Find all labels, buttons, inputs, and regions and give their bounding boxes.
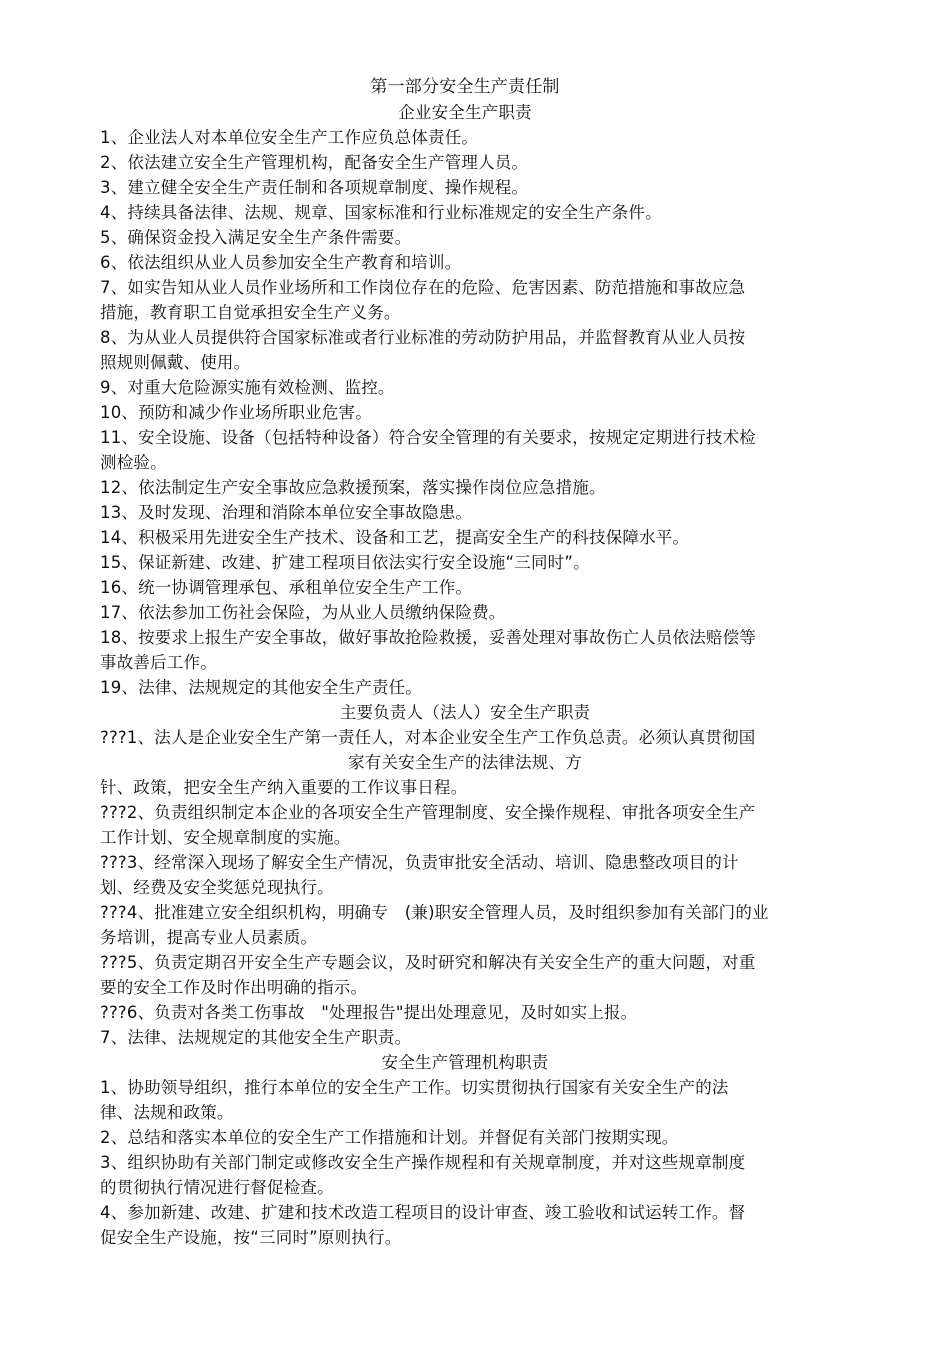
text-line: 17、依法参加工伤社会保险，为从业人员缴纳保险费。 <box>100 603 506 622</box>
text-line: 8、为从业人员提供符合国家标准或者行业标准的劳动防护用品，并监督教育从业人员按 <box>100 328 746 347</box>
text-line: 19、法律、法规规定的其他安全生产责任。 <box>100 678 422 697</box>
text-line: 3、组织协助有关部门制定或修改安全生产操作规程和有关规章制度，并对这些规章制度 <box>100 1153 746 1172</box>
text-line: 11、安全设施、设备（包括特种设备）符合安全管理的有关要求，按规定定期进行技术检 <box>100 428 756 447</box>
text-line: ???5、负责定期召开安全生产专题会议，及时研究和解决有关安全生产的重大问题，对重 <box>100 953 756 972</box>
text-line: 2、总结和落实本单位的安全生产工作措施和计划。并督促有关部门按期实现。 <box>100 1128 679 1147</box>
text-line: 律、法规和政策。 <box>100 1103 234 1122</box>
text-line: 6、依法组织从业人员参加安全生产教育和培训。 <box>100 253 462 272</box>
text-line: 划、经费及安全奖惩兑现执行。 <box>100 878 334 897</box>
text-line: 措施，教育职工自觉承担安全生产义务。 <box>100 303 401 322</box>
text-line: 2、依法建立安全生产管理机构，配备安全生产管理人员。 <box>100 153 529 172</box>
text-line: 事故善后工作。 <box>100 653 217 672</box>
text-line: 工作计划、安全规章制度的实施。 <box>100 828 351 847</box>
section-heading: 安全生产管理机构职责 <box>381 1053 549 1072</box>
text-line: 测检验。 <box>100 453 167 472</box>
text-line: 7、如实告知从业人员作业场所和工作岗位存在的危险、危害因素、防范措施和事故应急 <box>100 278 746 297</box>
text-line: 1、企业法人对本单位安全生产工作应负总体责任。 <box>100 128 479 147</box>
text-line: 14、积极采用先进安全生产技术、设备和工艺，提高安全生产的科技保障水平。 <box>100 528 690 547</box>
text-line: 4、持续具备法律、法规、规章、国家标准和行业标准规定的安全生产条件。 <box>100 203 662 222</box>
text-line: 7、法律、法规规定的其他安全生产职责。 <box>100 1028 412 1047</box>
text-line: 家有关安全生产的法律法规、方 <box>348 753 582 772</box>
text-line: 12、依法制定生产安全事故应急救援预案，落实操作岗位应急措施。 <box>100 478 606 497</box>
text-line: 要的安全工作及时作出明确的指示。 <box>100 978 368 997</box>
text-line: 5、确保资金投入满足安全生产条件需要。 <box>100 228 412 247</box>
text-line: 10、预防和减少作业场所职业危害。 <box>100 403 372 422</box>
text-line: ???1、法人是企业安全生产第一责任人，对本企业安全生产工作负总责。必须认真贯彻国 <box>100 728 756 747</box>
text-line: 照规则佩戴、使用。 <box>100 353 251 372</box>
text-line: ???6、负责对各类工伤事故 "处理报告"提出处理意见，及时如实上报。 <box>100 1003 638 1022</box>
text-line: 13、及时发现、治理和消除本单位安全事故隐患。 <box>100 503 473 522</box>
section-heading: 主要负责人（法人）安全生产职责 <box>339 703 591 722</box>
text-line: 16、统一协调管理承包、承租单位安全生产工作。 <box>100 578 473 597</box>
text-line: 促安全生产设施，按“三同时”原则执行。 <box>100 1228 402 1247</box>
text-line: 3、建立健全安全生产责任制和各项规章制度、操作规程。 <box>100 178 529 197</box>
text-line: ???4、批准建立安全组织机构，明确专 (兼)职安全管理人员，及时组织参加有关部门的业 <box>100 903 769 922</box>
text-line: 务培训，提高专业人员素质。 <box>100 928 318 947</box>
text-line: 18、按要求上报生产安全事故，做好事故抢险救援，妥善处理对事故伤亡人员依法赔偿等 <box>100 628 756 647</box>
text-line: 9、对重大危险源实施有效检测、监控。 <box>100 378 395 397</box>
section-heading: 企业安全生产职责 <box>398 103 532 122</box>
document-title: 第一部分安全生产责任制 <box>370 77 560 97</box>
text-line: 针、政策，把安全生产纳入重要的工作议事日程。 <box>100 778 468 797</box>
text-line: 的贯彻执行情况进行督促检查。 <box>100 1178 334 1197</box>
text-line: 4、参加新建、改建、扩建和技术改造工程项目的设计审查、竣工验收和试运转工作。督 <box>100 1203 746 1222</box>
text-line: ???2、负责组织制定本企业的各项安全生产管理制度、安全操作规程、审批各项安全生产 <box>100 803 756 822</box>
document-body <box>100 75 830 1250</box>
text-line: ???3、经常深入现场了解安全生产情况，负责审批安全活动、培训、隐患整改项目的计 <box>100 853 739 872</box>
text-line: 1、协助领导组织，推行本单位的安全生产工作。切实贯彻执行国家有关安全生产的法 <box>100 1078 729 1097</box>
text-line: 15、保证新建、改建、扩建工程项目依法实行安全设施“三同时”。 <box>100 553 590 572</box>
